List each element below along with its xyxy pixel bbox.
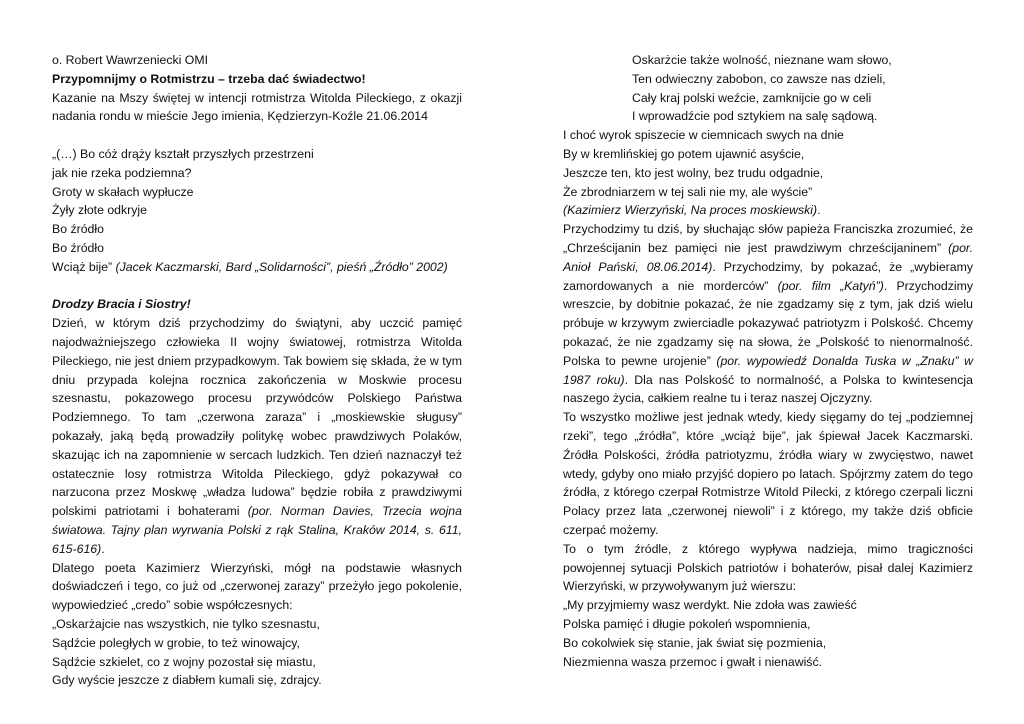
poem-line: Bo cokolwiek się stanie, jak świat się pozmienia,: [563, 635, 827, 650]
poem-line: „My przyjmiemy wasz werdykt. Nie zdoła was zawieść: [563, 598, 857, 613]
paragraph-text: Przychodzimy tu dziś, by słuchając słów papieża Franciszka zrozumieć, że „Chrześcijanin bez pamięci nie jest prawdziwym chrześcijaninem”: [563, 222, 973, 255]
poem-stanza: [563, 126, 973, 220]
poem-line: I wprowadźcie pod sztykiem na salę sądową.: [632, 109, 878, 124]
citation: (por. Norman Davies, Trzecia wojna światowa. Tajny plan wyrwania Polski z rąk Stalina, Kraków 2014, s. 611, 615-616): [52, 504, 462, 556]
poem-line: Polska pamięć i długie pokoleń wspomnienia,: [563, 616, 811, 631]
poem-line: Bo źródło: [52, 222, 104, 237]
poem-line: Gdy wyście jeszcze z diabłem kumali się, zdrajcy.: [52, 673, 322, 688]
citation: (por. wypowiedź Donalda Tuska w „Znaku” w 1987 roku): [563, 353, 973, 387]
citation: (por. Anioł Pański, 08.06.2014): [563, 240, 973, 274]
greeting: Drodzy Bracia i Siostry!: [52, 297, 191, 312]
paragraph: [563, 220, 973, 408]
poem-line: Jeszcze ten, kto jest wolny, bez trudu odgadnie,: [563, 165, 824, 180]
quoted-poem: [563, 596, 973, 671]
poem-line: Sądźcie szkielet, co z wojny pozostał się miastu,: [52, 654, 316, 669]
poem-citation: (Jacek Kaczmarski, Bard „Solidarności”, pieśń „Źródło” 2002): [112, 259, 448, 274]
poem-line-with-citation: [52, 258, 462, 277]
poem-line: jak nie rzeka podziemna?: [52, 165, 192, 180]
poem-line: Ten odwieczny zabobon, co zawsze nas dzieli,: [632, 71, 886, 86]
poem-line: Bo źródło: [52, 240, 104, 255]
opening-poem: [52, 145, 462, 277]
paragraph: [52, 314, 462, 558]
paragraph-text: . Dla nas Polskość to normalność, a Polska to kwintesencja naszego życia, całkiem realne tu i teraz naszej Ojczyzny.: [563, 372, 973, 406]
sermon-title: Przypomnijmy o Rotmistrzu – trzeba dać świadectwo!: [52, 71, 366, 86]
right-column: [563, 51, 973, 671]
poem-line: I choć wyrok spiszecie w ciemnicach swych na dnie: [563, 128, 844, 143]
poem-citation-line: [563, 201, 973, 220]
poem-line: By w kremlińskiej go potem ujawnić asyście,: [563, 146, 805, 161]
poem-line: Cały kraj polski weźcie, zamknijcie go w celi: [632, 90, 872, 105]
poem-line: Groty w skałach wypłucze: [52, 184, 194, 199]
citation: (por. film „Katyń”): [768, 278, 884, 293]
paragraph-text: Dzień, w którym dziś przychodzimy do świątyni, aby uczcić pamięć najodważniejszego człowieka II wojny światowej, rotmistrza Witolda Pileckiego, nie jest dniem przypadkowym. Tak bowiem się składa, że w tym dniu przypada kolejna rocznica zakończenia w Moskwie procesu szesnastu, pokazowego procesu przywódców Polskiego Państwa Podziemnego. To tam „czerwona zaraza” i „moskiewskie sługusy” pokazały, jaką będą prowadziły politykę wobec prawdziwych Polaków, skazując ich na zapomnienie w sercach ludzkich. Ten dzień naznaczył też ostatecznie losy rotmistrza Witolda Pileckiego, gdyż pokazywał co narzucona przez Moskwę „władza ludowa” będzie robiła z prawdziwymi polskimi patriotami i bohaterami: [52, 316, 462, 519]
paragraph: To wszystko możliwe jest jednak wtedy, kiedy sięgamy do tej „podziemnej rzeki”, tego „źródła”, które „wciąż bije”, jak śpiewał Jacek Kaczmarski. Źródła Polskości, źródła patriotyzmu, źródła wiary w zwycięstwo, nawet wtedy, gdyby ono miało przyjść dopiero po latach. Spójrzmy zatem do tego źródła, z którego czerpał Rotmistrze Witold Pilecki, z którego czerpali liczni Polacy przez lata „czerwonej niewoli” i z którego, my także dziś obficie czerpać możemy.: [563, 410, 973, 537]
quoted-poem: [52, 615, 462, 690]
poem-line: Sądźcie poległych w grobie, to też winowajcy,: [52, 635, 300, 650]
poem-last-line: Wciąż bije”: [52, 259, 113, 274]
paragraph-end: .: [101, 541, 105, 556]
paragraph: Dlatego poeta Kazimierz Wierzyński, mógł na podstawie własnych doświadczeń i tego, co już od „czerwonej zarazy” przeżyło jego pokolenie, wypowiedzieć „credo” sobie współczesnych:: [52, 560, 462, 613]
citation-end: .: [817, 203, 821, 218]
left-column: [52, 51, 462, 690]
poem-citation: (Kazimierz Wierzyński, Na proces moskiewski): [563, 203, 818, 218]
paragraph: To o tym źródle, z którego wypływa nadzieja, mimo tragiczności powojennej sytuacji Polskich patriotów i bohaterów, pisał dalej Kazimierz Wierzyński, w przywoływanym już wierszu:: [563, 541, 973, 594]
paragraph-text: . Przychodzimy wreszcie, by dobitnie pokazać, że nie zgadzamy się z tym, jak dziś wielu próbuje w krzywym zwierciadle pokazywać patriotyzm i Polskość. Chcemy pokazać, że nie zgadzamy się na słowa, że „Polskość to nienormalność. Polska to pewne urojenie”: [563, 278, 973, 368]
poem-line: „(…) Bo cóż drąży kształt przyszłych przestrzeni: [52, 146, 314, 161]
poem-line: Niezmienna wasza przemoc i gwałt i nienawiść.: [563, 654, 823, 669]
poem-line: Że zbrodniarzem w tej sali nie my, ale wyście”: [563, 184, 813, 199]
poem-line: Oskarżcie także wolność, nieznane wam słowo,: [632, 53, 892, 67]
indented-poem-stanza: [563, 51, 973, 126]
sermon-subtitle: Kazanie na Mszy świętej w intencji rotmistrza Witolda Pileckiego, z okazji nadania rondu w mieście Jego imienia, Kędzierzyn-Koźle 21.06.2014: [52, 90, 462, 124]
paragraph-text: . Przychodzimy, by pokazać, że „wybieramy zamordowanych a nie morderców”: [563, 259, 973, 293]
poem-line: Żyły złote odkryje: [52, 203, 147, 218]
sermon-author: o. Robert Wawrzeniecki OMI: [52, 53, 209, 67]
poem-line: „Oskarżajcie nas wszystkich, nie tylko szesnastu,: [52, 616, 320, 631]
